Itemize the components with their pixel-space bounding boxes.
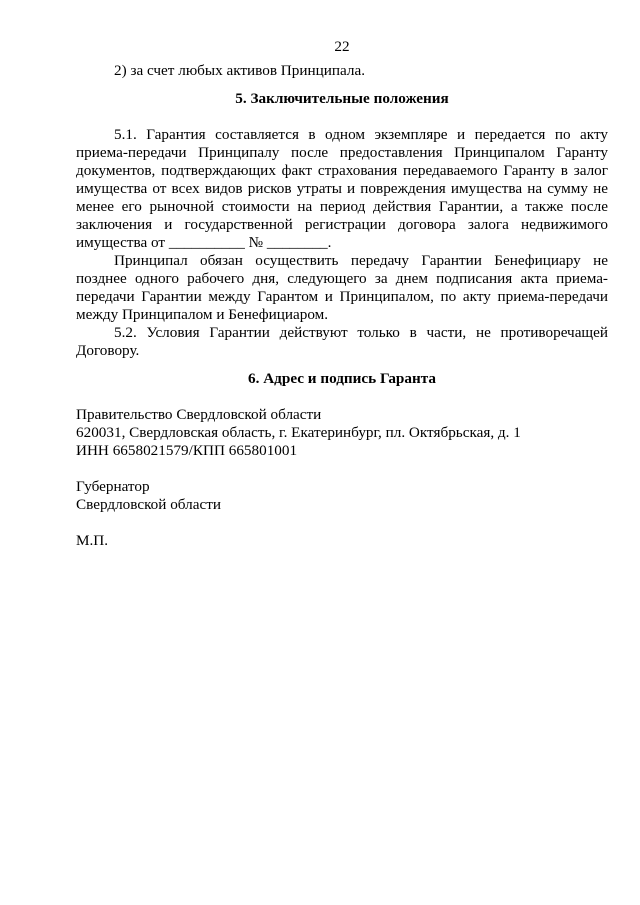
signatory-position-line-2: Свердловской области <box>76 496 221 513</box>
seal-placeholder: М.П. <box>76 532 109 549</box>
intro-line: 2) за счет любых активов Принципала. <box>114 62 365 79</box>
section-5-paragraph-1: 5.1. Гарантия составляется в одном экземпляре и передается по акту приема-передачи Принципалу после предоставления Принципалом Гаранту документов, подтверждающих факт страхования передаваемого Гаранту в залог имущества от всех видов рисков утраты и повреждения имущества на сумму не менее его рыночной стоимости на период действия Гарантии, а также после заключения и государственной регистрации договора залога недвижимого имущества от __________ № ________. <box>76 126 608 251</box>
section-6-heading: 6. Адрес и подпись Гаранта <box>248 370 436 387</box>
document-page <box>76 38 608 550</box>
page-number: 22 <box>334 38 350 55</box>
organization-address: 620031, Свердловская область, г. Екатеринбург, пл. Октябрьская, д. 1 <box>76 424 521 441</box>
section-5-paragraph-2: Принципал обязан осуществить передачу Гарантии Бенефициару не позднее одного рабочего дня, следующего за днем подписания акта приема-передачи Гарантии между Гарантом и Принципалом, по акту приема-передачи между Принципалом и Бенефициаром. <box>76 252 608 323</box>
signatory-position-line-1: Губернатор <box>76 478 150 495</box>
section-5-heading: 5. Заключительные положения <box>235 90 449 107</box>
organization-name: Правительство Свердловской области <box>76 406 322 423</box>
section-5-paragraph-3: 5.2. Условия Гарантии действуют только в части, не противоречащей Договору. <box>76 324 608 359</box>
tax-identifiers: ИНН 6658021579/КПП 665801001 <box>76 442 298 459</box>
